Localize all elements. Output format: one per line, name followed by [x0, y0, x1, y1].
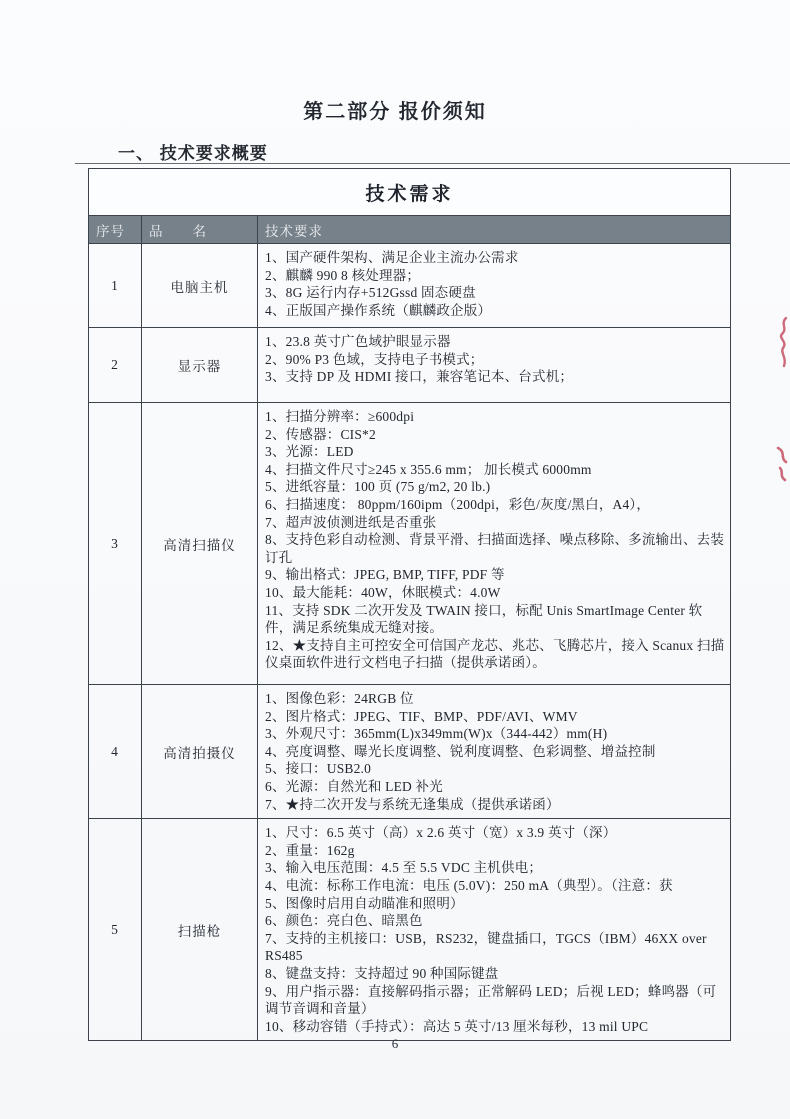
red-ink-mark	[774, 444, 790, 482]
row-seq-number: 3	[89, 403, 142, 685]
column-header-product-name: 品 名	[142, 216, 258, 244]
table-title-row	[89, 169, 731, 216]
requirement-line: 1、国产硬件架构、满足企业主流办公需求	[265, 250, 519, 265]
requirement-line: 4、扫描文件尺寸≥245 x 355.6 mm； 加长模式 6000mm	[265, 461, 592, 477]
requirement-line: 10、移动容错（手持式）：高达 5 英寸/13 厘米每秒，13 mil UPC	[265, 1018, 649, 1034]
requirement-line: 2、重量：162g	[265, 842, 355, 858]
requirement-line: 6、颜色：亮白色、暗黑色	[265, 913, 423, 929]
row-product-name: 电脑主机	[142, 244, 258, 328]
row-requirements	[258, 244, 731, 328]
row-product-name: 高清扫描仪	[142, 403, 258, 685]
requirement-line: 4、亮度调整、曝光长度调整、锐利度调整、色彩调整、增益控制	[265, 743, 656, 759]
table-row	[89, 244, 731, 328]
requirement-line: 2、麒麟 990 8 核处理器；	[265, 267, 421, 283]
table-row	[89, 685, 731, 819]
requirement-line: 4、正版国产操作系统（麒麟政企版）	[265, 302, 492, 318]
requirement-line: 8、键盘支持：支持超过 90 种国际键盘	[265, 965, 499, 981]
requirement-line: 3、支持 DP 及 HDMI 接口，兼容笔记本、台式机；	[265, 369, 574, 385]
row-requirements	[258, 328, 731, 403]
document-title: 第二部分 报价须知	[303, 101, 487, 123]
row-product-name: 扫描枪	[142, 819, 258, 1041]
technical-requirements-table	[88, 168, 731, 1041]
red-ink-mark	[776, 316, 790, 368]
requirement-line: 5、接口：USB2.0	[265, 761, 372, 777]
requirement-line: 1、23.8 英寸广色域护眼显示器	[265, 334, 451, 349]
requirement-line: 3、输入电压范围：4.5 至 5.5 VDC 主机供电；	[265, 860, 543, 876]
row-seq-number: 5	[89, 819, 142, 1041]
requirement-line: 5、图像时启用自动瞄准和照明）	[265, 895, 464, 911]
requirement-line: 1、图像色彩：24RGB 位	[265, 691, 414, 706]
requirement-line: 9、用户指示器：直接解码指示器；正常解码 LED；后视 LED；蜂鸣器（可调节音调和音量）	[265, 983, 717, 1017]
requirement-line: 9、输出格式：JPEG, BMP, TIFF, PDF 等	[265, 567, 505, 583]
table-title: 技术需求	[89, 169, 731, 216]
table-row	[89, 403, 731, 685]
requirement-line: 6、扫描速度： 80ppm/160ipm（200dpi，彩色/灰度/黑白，A4），	[265, 496, 651, 512]
requirement-line: 11、支持 SDK 二次开发及 TWAIN 接口，标配 Unis SmartImage Center 软件，满足系统集成无缝对接。	[265, 602, 703, 636]
table-row	[89, 328, 731, 403]
requirement-line: 3、光源：LED	[265, 444, 354, 460]
requirement-line: 3、外观尺寸：365mm(L)x349mm(W)x（344-442）mm(H)	[265, 726, 608, 742]
requirement-line: 10、最大能耗：40W，休眠模式：4.0W	[265, 584, 501, 600]
row-requirements	[258, 403, 731, 685]
row-requirements	[258, 819, 731, 1041]
requirement-line: 7、支持的主机接口：USB，RS232，键盘插口，TGCS（IBM）46XX over RS485	[265, 930, 707, 964]
requirement-line: 1、扫描分辨率：≥600dpi	[265, 409, 415, 424]
requirement-line: 4、电流：标称工作电流：电压 (5.0V)：250 mA（典型）。（注意：获	[265, 877, 673, 893]
row-product-name: 高清拍摄仪	[142, 685, 258, 819]
row-product-name: 显示器	[142, 328, 258, 403]
horizontal-rule	[75, 163, 790, 164]
requirement-line: 7、★持二次开发与系统无逢集成（提供承诺函）	[265, 796, 560, 812]
requirement-line: 6、光源：自然光和 LED 补光	[265, 778, 443, 794]
row-seq-number: 4	[89, 685, 142, 819]
requirement-line: 2、图片格式：JPEG、TIF、BMP、PDF/AVI、WMV	[265, 708, 578, 724]
requirement-line: 2、传感器：CIS*2	[265, 426, 376, 442]
requirement-line: 1、尺寸：6.5 英寸（高）x 2.6 英寸（宽）x 3.9 英寸（深）	[265, 825, 617, 841]
requirement-line: 3、8G 运行内存+512Gssd 固态硬盘	[265, 285, 476, 301]
row-seq-number: 1	[89, 244, 142, 328]
requirement-line: 2、90% P3 色域，支持电子书模式；	[265, 351, 484, 367]
column-header-requirements: 技术要求	[258, 216, 731, 244]
column-header-seq: 序号	[89, 216, 142, 244]
section-heading: 一、 技术要求概要	[118, 144, 268, 163]
requirement-line: 8、支持色彩自动检测、背景平滑、扫描面选择、噪点移除、多流输出、去装订孔	[265, 532, 725, 565]
requirement-line: 5、进纸容量：100 页 (75 g/m2, 20 lb.)	[265, 479, 491, 495]
row-requirements	[258, 685, 731, 819]
table-header-row	[89, 216, 731, 244]
table-row	[89, 819, 731, 1041]
row-seq-number: 2	[89, 328, 142, 403]
page-number: 6	[391, 1036, 399, 1051]
requirement-line: 7、超声波侦测进纸是否重张	[265, 514, 437, 530]
requirement-line: 12、★支持自主可控安全可信国产龙芯、兆芯、飞腾芯片，接入 Scanux 扫描仪桌面软件进行文档电子扫描（提供承诺函）。	[265, 637, 725, 671]
